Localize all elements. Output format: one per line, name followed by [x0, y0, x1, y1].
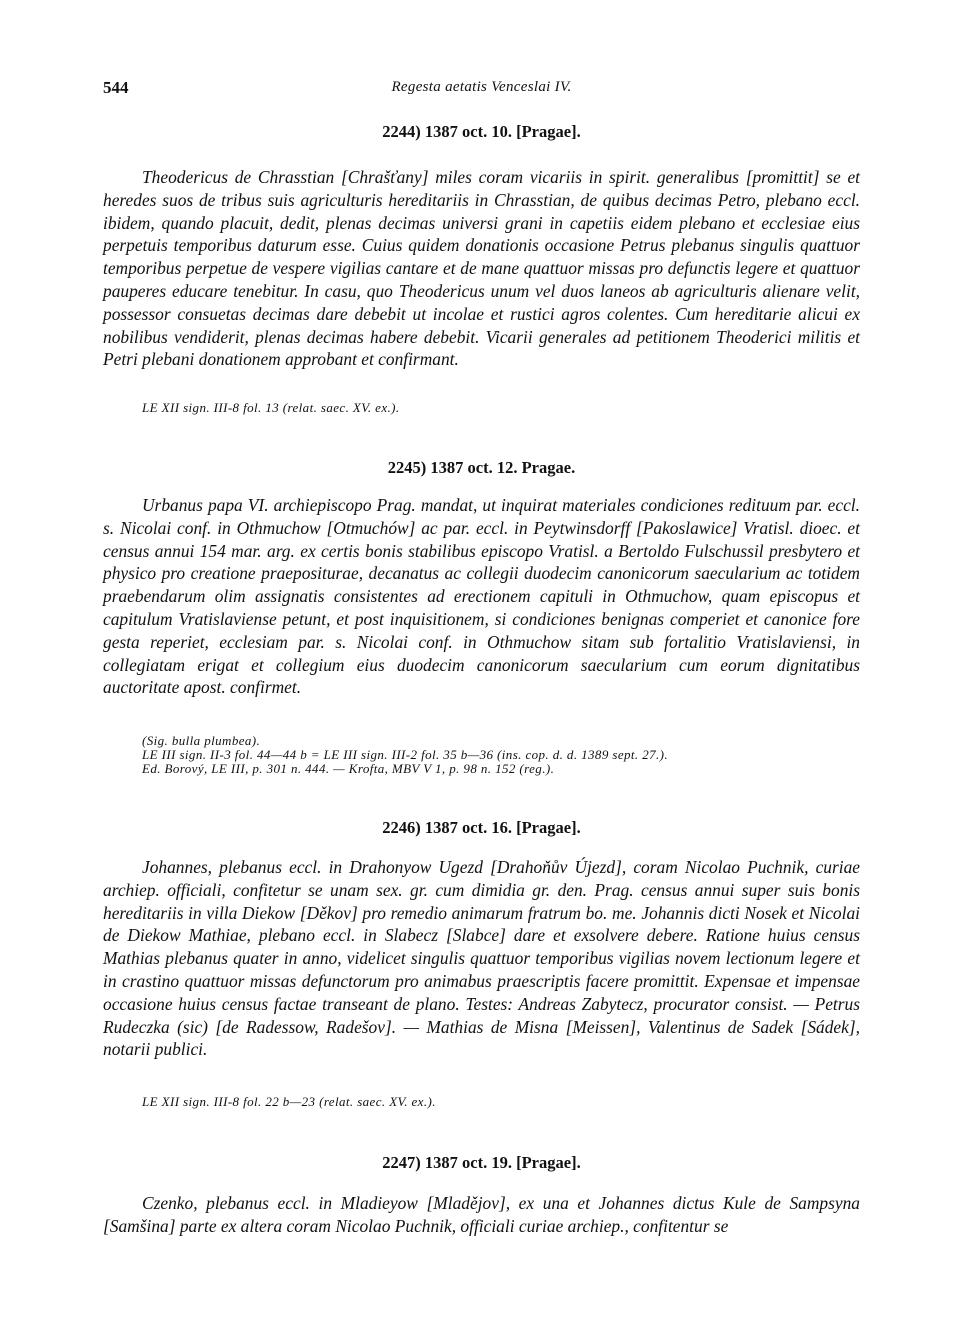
source-line: (Sig. bulla plumbea).	[142, 733, 261, 748]
source-line: LE XII sign. III-8 fol. 22 b—23 (relat. saec. XV. ex.).	[142, 1094, 436, 1109]
entry-heading-2246: 2246) 1387 oct. 16. [Pragae].	[382, 818, 581, 837]
source-line: LE III sign. II-3 fol. 44—44 b = LE III sign. III-2 fol. 35 b—36 (ins. cop. d. d. 1389 sept. 27.).	[142, 747, 669, 762]
source-line: LE XII sign. III-8 fol. 13 (relat. saec. XV. ex.).	[142, 400, 400, 415]
running-head	[103, 78, 860, 102]
source-line: Ed. Borový, LE III, p. 301 n. 444. — Krofta, MBV V 1, p. 98 n. 152 (reg.).	[142, 761, 555, 776]
entry-text-2245: Urbanus papa VI. archiepiscopo Prag. mandat, ut inquirat materiales condiciones redituum par. eccl. s. Nicolai conf. in Othmuchow [Otmuchów] ac par. eccl. in Peytwinsdorff [Pakoslawice] Vratisl. dioec. et census annui 154 mar. arg. ex certis bonis stabilibus episcopo Vratisl. a Bertoldo Fulschussil presbytero et physico pro creatione praepositurae, decanatus ac collegii duodecim canonicorum saecularium ac totidem praebendarum olim assignatis consistentes ad erectionem capituli in Othmuchow, quam episcopus et capitulum Vratislaviense petunt, et post inquisitionem, si condiciones benignas comperiet et canonice fore gesta reperiet, ecclesiam par. s. Nicolai conf. in Othmuchow sitam sub fortalitio Vratislaviensi, in collegiatam erigat et collegium eius duodecim canonicorum saecularium cum eorum dignitatibus auctoritate apost. confirmet.	[103, 495, 860, 698]
page-number: 544	[103, 78, 129, 97]
entry-heading-2247: 2247) 1387 oct. 19. [Pragae].	[382, 1153, 581, 1172]
entry-text-2246: Johannes, plebanus eccl. in Drahonyow Ugezd [Drahoňův Újezd], coram Nicolao Puchnik, curiae archiep. officiali, confitetur se unam sex. gr. cum dimidia gr. den. Prag. census annui super suis bonis hereditariis in villa Diekow [Děkov] pro remedio animarum fratrum bo. me. Johannis dicti Nosek et Nicolai de Diekow Mathiae, plebano eccl. in Slabecz [Slabce] dare et exsolvere debere. Ratione huius census Mathias plebanus quater in anno, videlicet singulis quattuor temporibus vigilias novem lectionum legere et in crastino quattuor missas defunctorum pro animabus praescriptis facere promittit. Expensae et impensae occasione huius census factae transeant de plano. Testes: Andreas Zabytecz, procurator consist. — Petrus Rudeczka (sic) [de Radessow, Radešov]. — Mathias de Misna [Meissen], Valentinus de Sadek [Sádek], notarii publici.	[103, 857, 860, 1060]
entry-text-2247: Czenko, plebanus eccl. in Mladieyow [Mladějov], ex una et Johannes dictus Kule de Sampsyna [Samšina] parte ex altera coram Nicolao Puchnik, officiali curiae archiep., confitentur se	[103, 1193, 860, 1236]
entry-heading-2244: 2244) 1387 oct. 10. [Pragae].	[382, 122, 581, 141]
entry-heading-2245: 2245) 1387 oct. 12. Pragae.	[387, 458, 576, 477]
entry-source-2245	[142, 734, 860, 776]
entry-source-2244	[142, 401, 860, 415]
entry-source-2246	[142, 1095, 860, 1109]
running-title: Regesta aetatis Venceslai IV.	[391, 79, 572, 95]
entry-text-2244: Theodericus de Chrasstian [Chrašťany] miles coram vicariis in spirit. generalibus [promittit] se et heredes suos de tribus suis agriculturis hereditariis in Chrasstian, de quibus decimas Petro, plebano eccl. ibidem, quando placuit, dedit, plenas decimas universi grani in capetiis eidem plebano et ecclesiae eius perpetuis temporibus daturum esse. Cuius quidem donationis occasione Petrus plebanus singulis quattuor temporibus perpetue de vespere vigilias cantare et de mane quattuor missas pro defunctis legere et quattuor pauperes educare tenebitur. In casu, quo Theodericus unum vel duos laneos ab agriculturis alienare velit, possessor consuetas decimas dare debebit ut incolae et rustici agros colentes. Cum hereditarie alicui ex nobilibus vendiderit, plenas decimas habere debebit. Vicarii generales ad petitionem Theoderici militis et Petri plebani donationem approbant et confirmant.	[103, 167, 860, 370]
